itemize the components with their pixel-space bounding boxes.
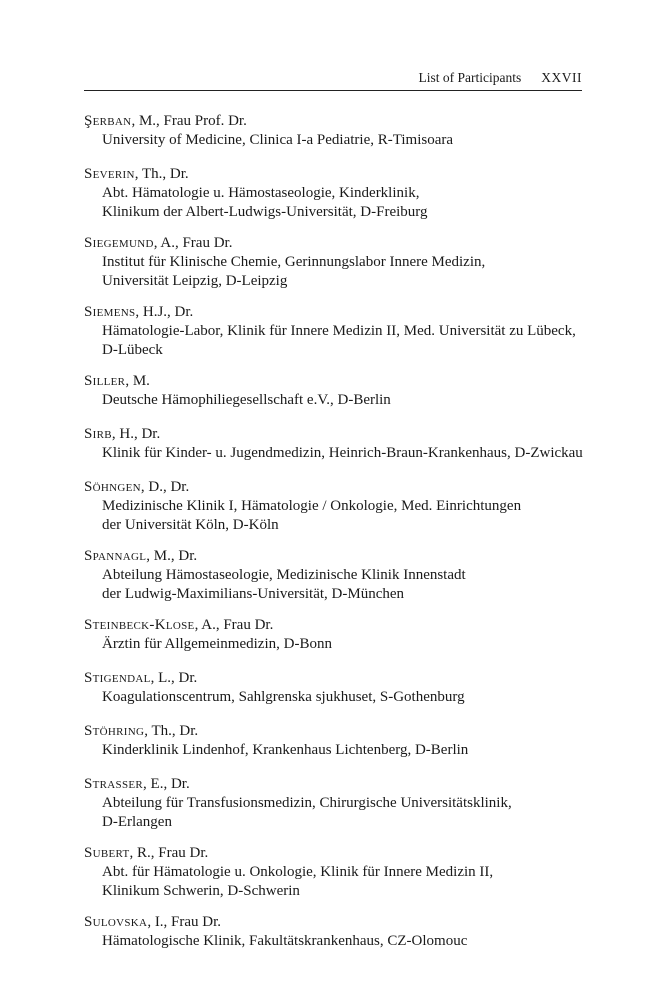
affiliation-line: Abt. Hämatologie u. Hämostaseologie, Kinderklinik, xyxy=(102,185,420,201)
participant-entry xyxy=(84,913,467,951)
participant-title: , D., Dr. xyxy=(140,479,190,495)
participant-title: , M. xyxy=(125,373,150,389)
affiliation-line: Abteilung Hämostaseologie, Medizinische Klinik Innenstadt xyxy=(102,567,466,583)
participant-title: , R., Frau Dr. xyxy=(129,845,209,861)
participant-surname: Sirb xyxy=(84,426,112,442)
participant-entry xyxy=(84,478,521,535)
affiliation-line: Deutsche Hämophiliegesellschaft e.V., D-Berlin xyxy=(102,392,391,408)
participant-title: , I., Frau Dr. xyxy=(147,914,222,930)
participant-entry xyxy=(84,234,485,291)
participant-surname: Strasser xyxy=(84,776,144,792)
affiliation-line: Abteilung für Transfusionsmedizin, Chirurgische Universitätsklinik, xyxy=(102,795,512,811)
participant-name xyxy=(84,303,576,322)
affiliation-line: D-Erlangen xyxy=(102,814,172,830)
participant-title: , Th., Dr. xyxy=(134,166,189,182)
participant-entry xyxy=(84,372,391,410)
affiliation-line: Klinik für Kinder- u. Jugendmedizin, Heinrich-Braun-Krankenhaus, D-Zwickau xyxy=(102,445,583,461)
affiliation-line: Institut für Klinische Chemie, Gerinnungslabor Innere Medizin, xyxy=(102,254,486,270)
participant-name xyxy=(84,112,453,131)
participant-surname: Siemens xyxy=(84,304,136,320)
participant-entry xyxy=(84,165,428,222)
participant-surname: Severin xyxy=(84,166,135,182)
participant-name xyxy=(84,913,467,932)
participant-surname: Şerban xyxy=(84,113,132,129)
participant-title: , H.J., Dr. xyxy=(135,304,194,320)
affiliation-line: Koagulationscentrum, Sahlgrenska sjukhuset, S-Gothenburg xyxy=(102,689,465,705)
participant-name xyxy=(84,775,512,794)
affiliation-line: Universität Leipzig, D-Leipzig xyxy=(102,273,288,289)
participant-entry xyxy=(84,303,576,360)
participant-name xyxy=(84,478,521,497)
participant-name xyxy=(84,372,391,391)
participant-surname: Subert xyxy=(84,845,130,861)
participant-entry xyxy=(84,112,453,150)
affiliation-line: Abt. für Hämatologie u. Onkologie, Klinik für Innere Medizin II, xyxy=(102,864,494,880)
running-header xyxy=(84,70,582,86)
participant-title: , Th., Dr. xyxy=(144,723,199,739)
participant-surname: Söhngen xyxy=(84,479,141,495)
affiliation-line: Medizinische Klinik I, Hämatologie / Onkologie, Med. Einrichtungen xyxy=(102,498,522,514)
participant-surname: Stigendal xyxy=(84,670,151,686)
affiliation-line: D-Lübeck xyxy=(102,342,163,358)
participant-entry xyxy=(84,775,512,832)
participant-name xyxy=(84,722,468,741)
participant-name xyxy=(84,547,466,566)
participant-title: , M., Frau Prof. Dr. xyxy=(131,113,247,129)
participant-surname: Sulovska xyxy=(84,914,148,930)
participant-title: , A., Frau Dr. xyxy=(194,617,274,633)
affiliation-line: Klinikum der Albert-Ludwigs-Universität, D-Freiburg xyxy=(102,204,428,220)
participant-name xyxy=(84,234,485,253)
participant-surname: Siller xyxy=(84,373,126,389)
affiliation-line: Kinderklinik Lindenhof, Krankenhaus Lichtenberg, D-Berlin xyxy=(102,742,469,758)
participant-name xyxy=(84,669,465,688)
participant-name xyxy=(84,165,428,184)
affiliation-line: University of Medicine, Clinica I-a Pediatrie, R-Timisoara xyxy=(102,132,454,148)
header-title: List of Participants xyxy=(418,70,522,85)
participant-entry xyxy=(84,669,465,707)
affiliation-line: Hämatologie-Labor, Klinik für Innere Medizin II, Med. Universität zu Lübeck, xyxy=(102,323,576,339)
participant-name xyxy=(84,616,332,635)
participant-surname: Siegemund xyxy=(84,235,154,251)
affiliation-line: Klinikum Schwerin, D-Schwerin xyxy=(102,883,300,899)
participant-entry xyxy=(84,547,466,604)
participant-name xyxy=(84,844,493,863)
participant-title: , A., Frau Dr. xyxy=(153,235,233,251)
participant-entry xyxy=(84,722,468,760)
page-number: XXVII xyxy=(541,70,582,85)
affiliation-line: Ärztin für Allgemeinmedizin, D-Bonn xyxy=(102,636,332,652)
participant-name xyxy=(84,425,583,444)
participant-surname: Stöhring xyxy=(84,723,145,739)
participant-title: , H., Dr. xyxy=(111,426,161,442)
participant-title: , E., Dr. xyxy=(143,776,190,792)
affiliation-line: Hämatologische Klinik, Fakultätskrankenhaus, CZ-Olomouc xyxy=(102,933,468,949)
participant-entry xyxy=(84,844,493,901)
participant-title: , M., Dr. xyxy=(146,548,198,564)
participant-entry xyxy=(84,616,332,654)
header-rule xyxy=(84,90,582,91)
participant-entry xyxy=(84,425,583,463)
participant-title: , L., Dr. xyxy=(150,670,198,686)
participant-surname: Spannagl xyxy=(84,548,147,564)
affiliation-line: der Universität Köln, D-Köln xyxy=(102,517,279,533)
participant-surname: Steinbeck-Klose xyxy=(84,617,195,633)
affiliation-line: der Ludwig-Maximilians-Universität, D-München xyxy=(102,586,405,602)
